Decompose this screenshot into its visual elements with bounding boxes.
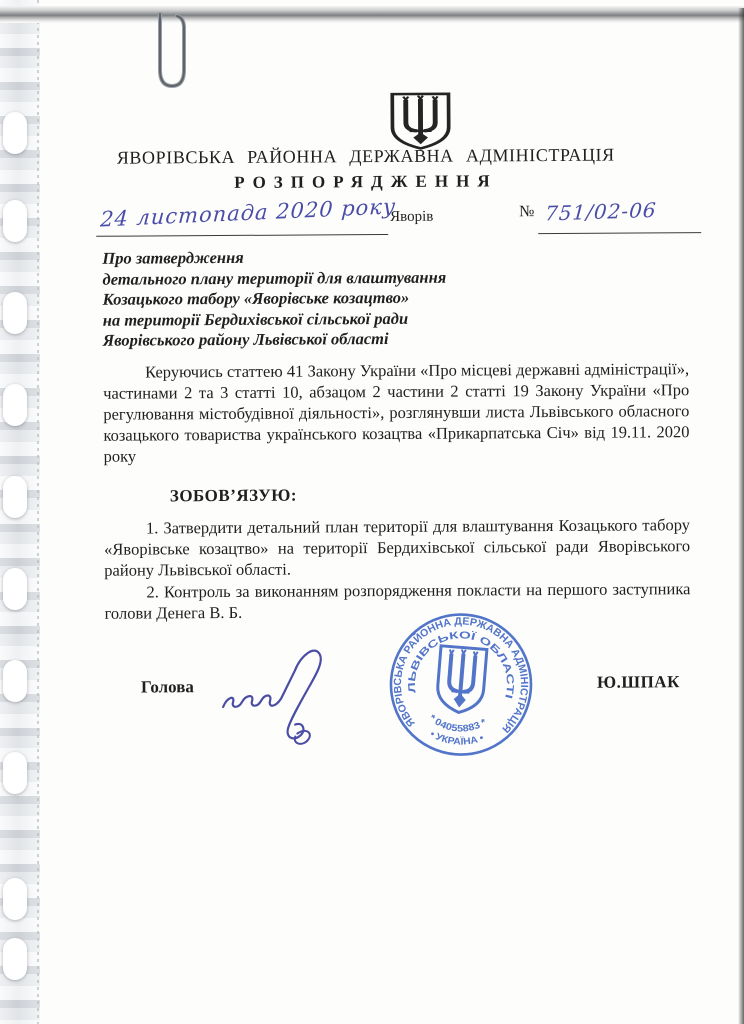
document-type-title: РОЗПОРЯДЖЕННЯ [234,171,498,192]
binder-hole [3,752,27,794]
binder-hole [3,568,27,610]
subject-line: Козацького табору «Яворівське козацтво» [102,288,410,309]
place-name: Яворів [390,208,434,225]
binder-hole [3,938,27,980]
handwritten-number: 751/02-06 [544,197,658,226]
date-underline [96,234,388,237]
order-item-1: 1. Затвердити детальний план території для влаштування Козацького табору «Яворівське козацтво» на території Бердихівської сільської ради Яворівського району Львівської області. [104,515,691,580]
official-round-stamp [380,604,542,766]
stamp-outer-ring-text: ЯВОРІВСЬКА РАЙОННА ДЕРЖАВНА АДМІНІСТРАЦІЯ [391,615,531,735]
binder-hole [3,476,27,518]
number-underline [538,232,701,234]
handwritten-signature [211,620,362,756]
binder-hole [3,112,27,154]
subject-line: Яворівського району Львівської області [102,329,389,351]
binder-hole [3,292,27,334]
document-body [37,22,739,1024]
scan-edge-shadow [738,8,744,1024]
binder-hole [3,384,27,426]
handwritten-date: 24 листопада 2020 року [99,194,397,232]
binder-hole [3,660,27,702]
preamble-paragraph: Керуючись статтею 41 Закону України «Про місцеві державні адміністрації», частинами 2 та 3 статті 10, абзацом 2 частини 2 статті 19 Закону України «Про регулювання містобудівної діяльності», розглянувши листа Львівського обласного козацького товариства українського козацтва «Прикарпатська Січ» від 19.11. 2020 року [103,359,690,466]
subject-block [102,246,543,352]
binder-hole [3,878,27,920]
subject-line: на території Бердихівської сільської ради [102,308,409,330]
trident-emblem-icon [387,90,453,152]
signer-title: Голова [140,677,194,697]
stamp-country-text: • УКРАЇНА • [427,728,486,748]
sleeve-top-edge [0,6,744,23]
order-item-2: 2. Контроль за виконанням розпорядження покласти на першого заступника голови Денега В. Б. [104,579,691,623]
signer-name: Ю.ШПАК [596,672,680,692]
subject-line: Про затвердження [102,247,244,268]
stamp-inner-arc-text: ЛЬВІВСЬКОЇ ОБЛАСТІ [406,630,516,699]
order-heading: ЗОБОВ’ЯЗУЮ: [169,485,298,506]
binder-hole [3,200,27,242]
organization-name: ЯВОРІВСЬКА РАЙОННА ДЕРЖАВНА АДМІНІСТРАЦІЯ [116,144,615,168]
subject-line: детального плану території для влаштування [102,267,447,289]
number-label: № [519,203,535,221]
stamp-registry-code: * 04055883 * [426,712,489,735]
